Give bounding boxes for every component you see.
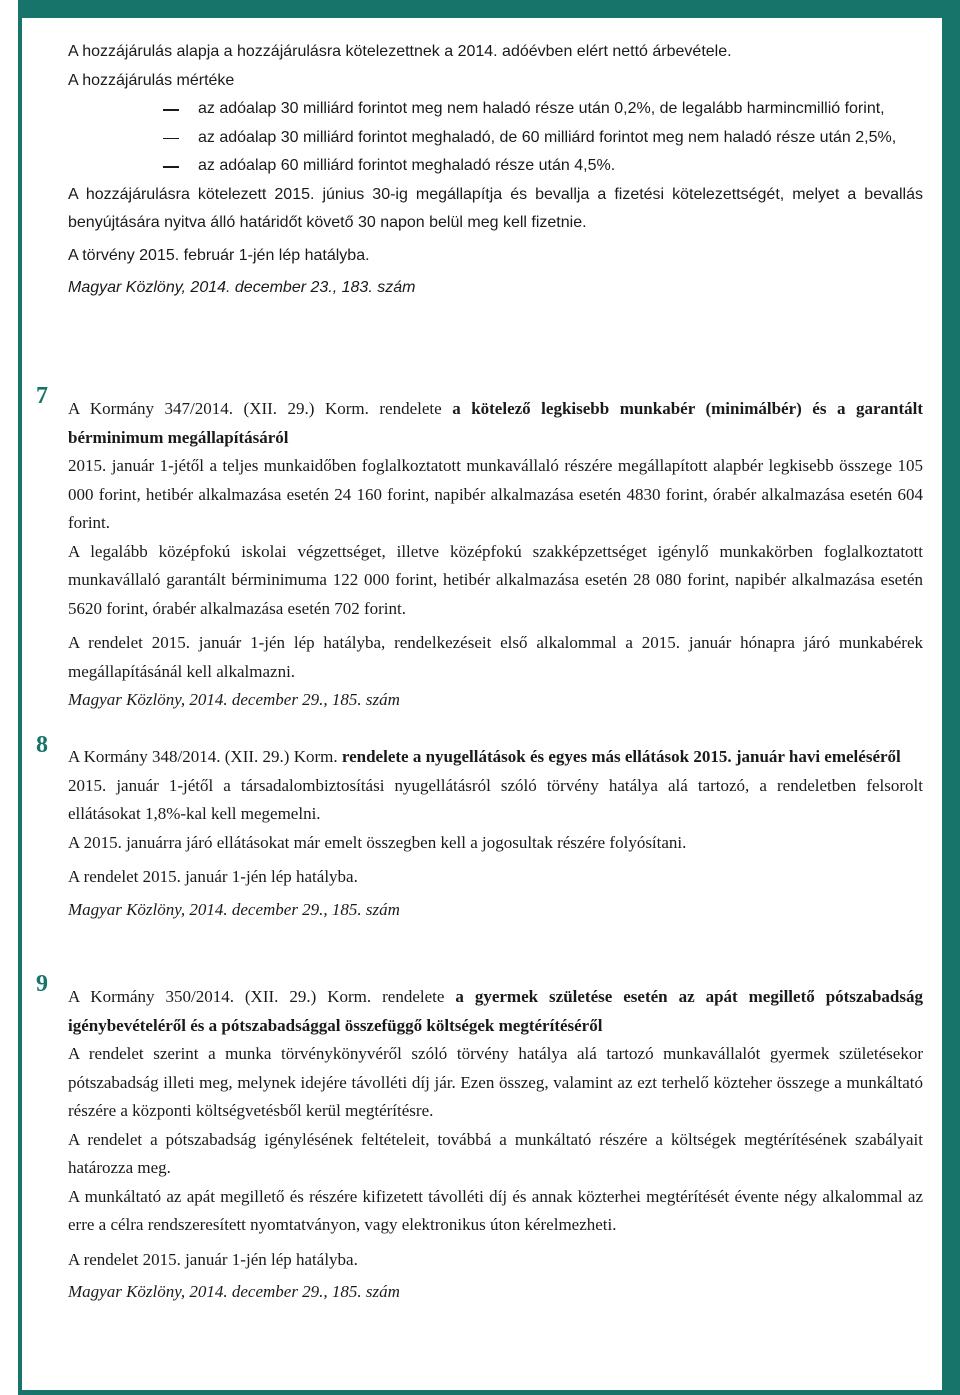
section-7-source: Magyar Közlöny, 2014. december 29., 185. szám xyxy=(68,690,400,709)
section-8-title-bold: rendelete a nyugellátások és egyes más ellátások 2015. január havi emeléséről xyxy=(341,747,901,766)
frame-bottom-bar xyxy=(18,1390,960,1395)
section-9-paragraph-3: A munkáltató az apát megillető és részére kifizetett távolléti díj és annak közterhei megtérítését évente négy alkalommal az erre a célra rendszeresített nyomtatványon, vagy elektronikus úton kérelmezheti. xyxy=(68,1186,923,1234)
section-7-paragraph-1: 2015. január 1-jétől a teljes munkaidőben foglalkoztatott munkavállaló részére megállapított alapbér legkisebb összege 105 000 forint, hetibér alkalmazása esetén 24 160 forint, napibér alkalmazása esetén 4830 forint, órabér alkalmazása esetén 604 forint. xyxy=(68,456,923,532)
section-8-title-plain: A Kormány 348/2014. (XII. 29.) Korm. xyxy=(68,747,342,766)
frame-top-bar xyxy=(18,0,960,18)
intro-block xyxy=(68,38,923,303)
section-8-title xyxy=(68,743,923,772)
section-number-7: 7 xyxy=(36,383,48,409)
intro-line-1: A hozzájárulás alapja a hozzájárulásra kötelezettnek a 2014. adóévben elért nettó árbevétele. xyxy=(68,43,732,60)
section-7-title-bold: a kötelező legkisebb munkabér (minimálbér) és a garantált bérminimum megállapításáról xyxy=(68,399,924,447)
intro-paragraph-2: A törvény 2015. február 1-jén lép hatályba. xyxy=(68,246,370,264)
intro-dash-2: az adóalap 30 milliárd forintot meghaladó, de 60 milliárd forintot meg nem haladó része után 2,5%, xyxy=(68,124,923,153)
section-8 xyxy=(68,743,923,924)
section-9-title-bold: a gyermek születése esetén az apát megillető pótszabadság igénybevételéről és a pótszabadsággal összefüggő költségek megtérítéséről xyxy=(68,987,923,1035)
section-9-paragraph-2: A rendelet a pótszabadság igénylésének feltételeit, továbbá a munkáltató részére a költségek megtérítésének szabályait határozza meg. xyxy=(68,1129,923,1177)
section-number-9: 9 xyxy=(36,971,48,997)
section-9-paragraph-1: A rendelet szerint a munka törvénykönyvéről szóló törvény hatálya alá tartozó munkavállalót gyermek születésekor pótszabadság illeti meg, melynek idejére távolléti díj jár. Ezen összeg, valamint az ezt terhelő közteher összege a munkáltató részére a központi költségvetésből kerül megtérítésre. xyxy=(68,1044,923,1120)
section-7 xyxy=(68,395,923,715)
section-9-paragraph-4: A rendelet 2015. január 1-jén lép hatályba. xyxy=(68,1249,358,1269)
section-7-title xyxy=(68,395,923,452)
section-7-paragraph-2: A legalább középfokú iskolai végzettséget, illetve középfokú szakképzettséget igénylő munkakörben foglalkoztatott munkavállaló garantált bérminimuma 122 000 forint, hetibér alkalmazása esetén 28 080 forint, napibér alkalmazása esetén 5620 forint, órabér alkalmazása esetén 702 forint. xyxy=(68,541,923,618)
frame-left-bar xyxy=(18,0,22,1395)
section-8-paragraph-3: A rendelet 2015. január 1-jén lép hatályba. xyxy=(68,867,358,886)
section-8-paragraph-2: A 2015. januárra járó ellátásokat már emelt összegben kell a jogosultak részére folyósítani. xyxy=(68,832,687,852)
section-7-title-plain: A Kormány 347/2014. (XII. 29.) Korm. rendelete xyxy=(68,399,453,418)
intro-dash-1: az adóalap 30 milliárd forintot meg nem haladó része után 0,2%, de legalább harmincmillió forint, xyxy=(68,95,923,124)
section-7-paragraph-3: A rendelet 2015. január 1-jén lép hatályba, rendelkezéseit első alkalommal a 2015. január hónapra járó munkabérek megállapításánál kell alkalmazni. xyxy=(68,633,923,681)
frame-right-bar xyxy=(942,0,960,1395)
intro-dash-3: az adóalap 60 milliárd forintot meghaladó része után 4,5%. xyxy=(68,152,923,181)
section-8-paragraph-1: 2015. január 1-jétől a társadalombiztosítási nyugellátásról szóló törvény hatálya alá tartozó, a rendeletben felsorolt ellátásokat 1,8%-kal kell megemelni. xyxy=(68,775,923,823)
section-9-title-plain: A Kormány 350/2014. (XII. 29.) Korm. rendelete xyxy=(68,987,456,1006)
section-9 xyxy=(68,983,923,1307)
section-number-8: 8 xyxy=(36,732,48,758)
intro-line-2: A hozzájárulás mértéke xyxy=(68,71,235,89)
section-8-source: Magyar Közlöny, 2014. december 29., 185. szám xyxy=(68,899,400,919)
section-9-source: Magyar Közlöny, 2014. december 29., 185. szám xyxy=(68,1282,400,1301)
intro-source: Magyar Közlöny, 2014. december 23., 183. szám xyxy=(68,279,416,296)
section-9-title xyxy=(68,983,923,1040)
intro-paragraph-1: A hozzájárulásra kötelezett 2015. június 30-ig megállapítja és bevallja a fizetési kötelezettségét, melyet a bevallás benyújtására nyitva álló határidőt követő 30 napon belül meg kell fizetnie. xyxy=(68,185,923,231)
